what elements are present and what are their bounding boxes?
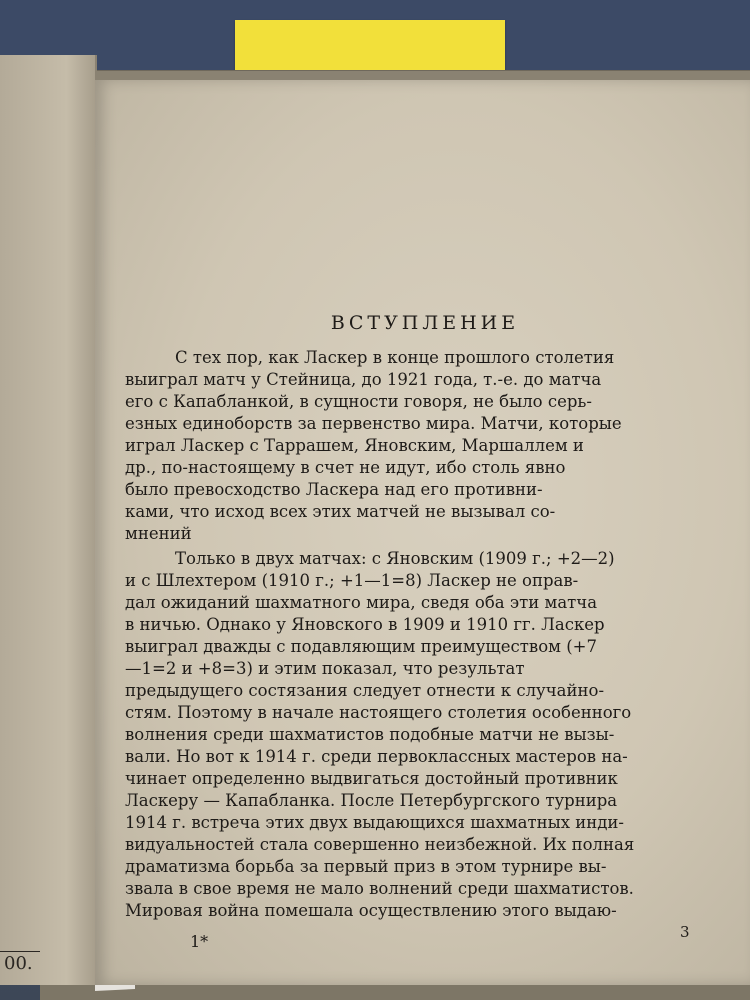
text-line: видуальностей стала совершенно неизбежной. Их полная (125, 835, 635, 854)
text-line: др., по-настоящему в счет не идут, ибо столь явно (125, 458, 566, 477)
text-line: мнений (125, 524, 192, 543)
text-line: было превосходство Ласкера над его противни- (125, 480, 543, 499)
left-page (0, 55, 97, 985)
text-line: звала в свое время не мало волнений среди шахматистов. (125, 879, 634, 898)
text-line: его с Капабланкой, в сущности говоря, не было серь- (125, 392, 592, 411)
text-line: стям. Поэтому в начале настоящего столетия особенного (125, 703, 632, 722)
text-line: чинает определенно выдвигаться достойный противник (125, 769, 618, 788)
text-line: вали. Но вот к 1914 г. среди первоклассных мастеров на- (125, 747, 628, 766)
page-number: 3 (680, 923, 690, 941)
page-heading: ВСТУПЛЕНИЕ (330, 312, 520, 334)
text-line: С тех пор, как Ласкер в конце прошлого столетия (175, 348, 615, 367)
text-line: выиграл дважды с подавляющим преимуществом (+7 (125, 637, 597, 656)
left-page-rule (0, 951, 40, 952)
right-page (95, 80, 750, 985)
text-line: ками, что исход всех этих матчей не вызывал со- (125, 502, 556, 521)
text-line: Мировая война помешала осуществлению этого выдаю- (125, 901, 617, 920)
signature-mark: 1* (190, 932, 209, 951)
text-line: играл Ласкер с Таррашем, Яновским, Маршаллем и (125, 436, 584, 455)
text-line: в ничью. Однако у Яновского в 1909 и 1910 гг. Ласкер (125, 615, 605, 634)
text-line: 1914 г. встреча этих двух выдающихся шахматных инди- (125, 813, 624, 832)
text-line: драматизма борьба за первый приз в этом турнире вы- (125, 857, 607, 876)
left-page-fragment: 00. (4, 953, 33, 974)
text-line: езных единоборств за первенство мира. Матчи, которые (125, 414, 622, 433)
text-line: волнения среди шахматистов подобные матчи не вызы- (125, 725, 615, 744)
text-line: Ласкеру — Капабланка. После Петербургского турнира (125, 791, 618, 810)
text-line: —1=2 и +8=3) и этим показал, что результат (125, 659, 525, 678)
text-line: выиграл матч у Стейница, до 1921 года, т.-е. до матча (125, 370, 602, 389)
text-line: предыдущего состязания следует отнести к случайно- (125, 681, 605, 700)
text-line: дал ожиданий шахматного мира, сведя оба эти матча (125, 593, 598, 612)
text-line: и с Шлехтером (1910 г.; +1—1=8) Ласкер не оправ- (125, 571, 579, 590)
text-line: Только в двух матчах: с Яновским (1909 г.; +2—2) (175, 549, 615, 568)
